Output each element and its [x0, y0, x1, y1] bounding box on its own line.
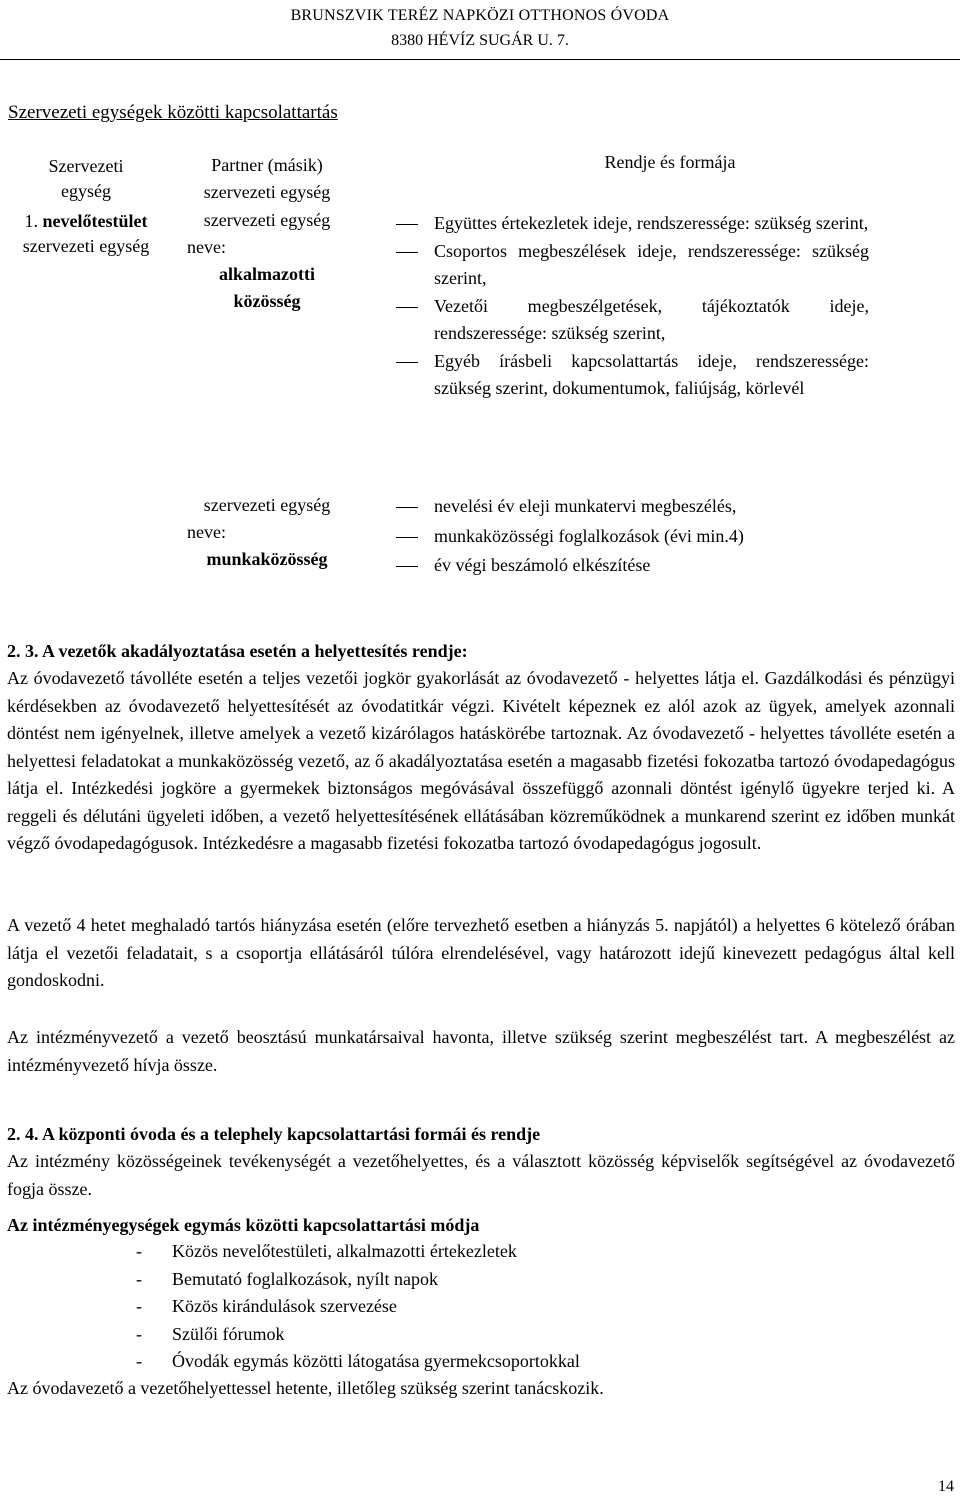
section-2-3-body: Az óvodavezető távolléte esetén a teljes vezetői jogkör gyakorlását az óvodavezető - helyettes látja el. Gazdálkodási és pénzügyi kérdésekben az óvodavezető helyettesítését az óvodatitkár végzi. Kivételt képeznek ez alól azok az ügyek, amelyek azonnali döntést nem igényelnek, illetve amelyek a vezető kizárólagos hatáskörébe tartoznak. Az óvodavezető - helyettes távolléte esetén a helyettesi feladatokat a munkaközösség vezető, az ő akadályoztatása esetén a magasabb fizetési fokozatba tartozó óvodapedagógus látja el. Intézkedési jogköre a gyermekek biztonságos megóvásával összefüggő azonnali döntést igénylő ügyekre terjed ki. A reggeli és délutáni ügyeleti időben, a vezető helyettesítésének ellátásában közreműködnek a munkarend szerint ez időben munkát végző óvodapedagógusok. Intézkedésre a magasabb fizetési fokozatba tartozó óvodapedagógus jogosult. [7, 668, 955, 853]
page-number: 14 [938, 1478, 954, 1495]
header-divider [0, 59, 960, 60]
section-2-4-heading: 2. 4. A központi óvoda és a telephely kapcsolattartási formái és rendje [7, 1124, 541, 1144]
list-item: nevelési év eleji munkatervi megbeszélés, [394, 492, 869, 522]
section-2-3-body-3: Az intézményvezető a vezető beosztású munkatársaival havonta, illetve szükség szerint megbeszélést tart. A megbeszélést az intézményvezető hívja össze. [7, 1027, 955, 1075]
institution-name: BRUNSZVIK TERÉZ NAPKÖZI OTTHONOS ÓVODA [290, 7, 670, 24]
list-item: - Óvodák egymás közötti látogatása gyermekcsoportokkal [136, 1351, 580, 1371]
list-item: Együttes értekezletek ideje, rendszeressége: szükség szerint, [394, 210, 869, 238]
section-2-4-subheading: Az intézményegységek egymás közötti kapcsolattartási módja [7, 1215, 480, 1235]
col1-header: Szervezeti egység [48, 156, 124, 201]
row1-partner: szervezeti egység neve: alkalmazotti közösség [187, 210, 331, 311]
list-item: - Bemutató foglalkozások, nyílt napok [136, 1268, 438, 1289]
section-title: Szervezeti egységek közötti kapcsolattartás [8, 102, 338, 123]
section-2-4-body: Az intézmény közösségeinek tevékenységét a vezetőhelyettes, és a választott közösség képviselők segítségével az óvodavezető fogja össze. [7, 1151, 955, 1199]
col2-header: Partner (másik) szervezeti egység [203, 155, 331, 202]
row1-items [394, 210, 869, 403]
list-item: Csoportos megbeszélések ideje, rendszeressége: szükség szerint, [394, 238, 869, 293]
row2-partner: szervezeti egység neve: munkaközösség [187, 495, 331, 569]
section-2-3-body-2: A vezető 4 hetet meghaladó tartós hiányzása esetén (előre tervezhető esetben a hiányzás 5. napjától) a helyettes 6 kötelező órában látja el vezetői feladatait, s a csoportja ellátásáról túlóra elrendelésével, vagy határozott idejű kinevezett pedagógus által kell gondoskodni. [7, 915, 955, 990]
unit-contact-list [120, 1238, 580, 1376]
row1-unit: 1. nevelőtestület szervezeti egység [22, 211, 150, 256]
list-item: - Közös kirándulások szervezése [136, 1296, 397, 1316]
list-item: munkaközösségi foglalkozások (évi min.4) [394, 522, 869, 552]
list-item: - Szülői fórumok [136, 1323, 285, 1344]
section-2-3-heading: 2. 3. A vezetők akadályoztatása esetén a helyettesítés rendje: [7, 641, 468, 661]
institution-address: 8380 HÉVÍZ SUGÁR U. 7. [391, 32, 569, 49]
list-item: év végi beszámoló elkészítése [394, 551, 869, 581]
row2-items [394, 492, 869, 581]
section-2-4-closing: Az óvodavezető a vezetőhelyettessel hetente, illetőleg szükség szerint tanácskozik. [7, 1378, 604, 1398]
list-item: Egyéb írásbeli kapcsolattartás ideje, rendszeressége: szükség szerint, dokumentumok, faliújság, körlevél [394, 348, 869, 403]
list-item: Vezetői megbeszélgetések, tájékoztatók ideje, rendszeressége: szükség szerint, [394, 293, 869, 348]
list-item: - Közös nevelőtestületi, alkalmazotti értekezletek [136, 1241, 517, 1261]
col3-header: Rendje és formája [604, 152, 736, 172]
